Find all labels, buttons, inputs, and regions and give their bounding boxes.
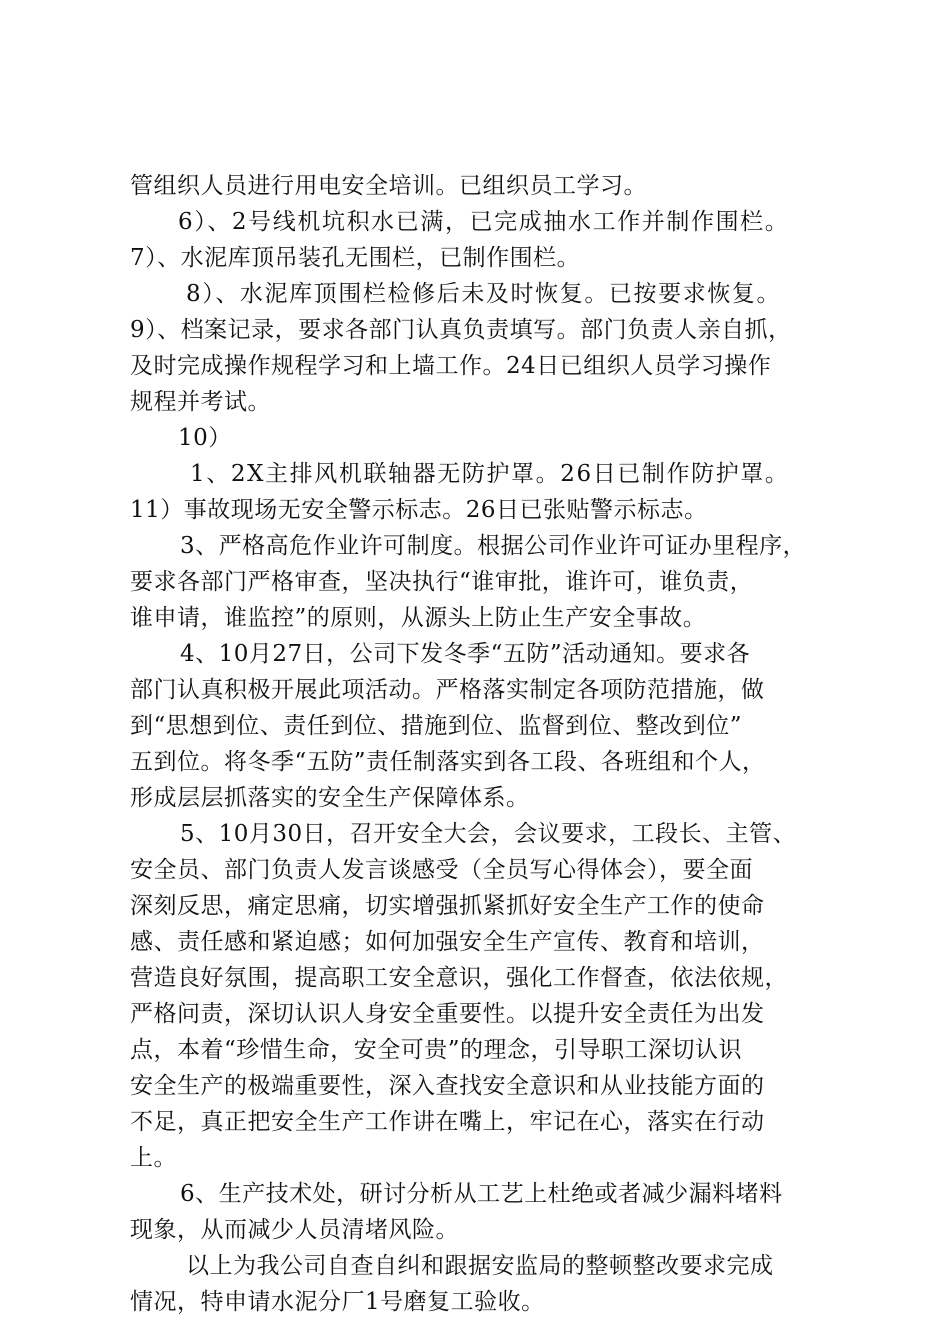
text-line: 谁申请，谁监控”的原则，从源头上防止生产安全事故。 <box>130 605 707 631</box>
text-line: 5、10月30日，召开安全大会，会议要求，工段长、主管、 <box>180 821 797 847</box>
text-line: 6）、2号线机坑积水已满，已完成抽水工作并制作围栏。 <box>178 209 790 235</box>
text-line: 到“思想到位、责任到位、措施到位、监督到位、整改到位” <box>130 713 743 739</box>
text-line: 要求各部门严格审查，坚决执行“谁审批，谁许可，谁负责， <box>130 569 754 595</box>
text-line: 及时完成操作规程学习和上墙工作。24日已组织人员学习操作 <box>130 353 772 379</box>
text-line: 8）、水泥库顶围栏检修后未及时恢复。已按要求恢复。 <box>186 281 782 307</box>
text-line: 3、严格高危作业许可制度。根据公司作业许可证办里程序， <box>180 533 807 559</box>
text-line: 情况，特申请水泥分厂1号磨复工验收。 <box>130 1289 545 1315</box>
text-line: 安全生产的极端重要性，深入查找安全意识和从业技能方面的 <box>130 1073 765 1099</box>
document-body <box>130 168 850 1320</box>
text-line: 不足，真正把安全生产工作讲在嘴上，牢记在心，落实在行动 <box>130 1109 765 1135</box>
text-line: 4、10月27日，公司下发冬季“五防”活动通知。要求各 <box>180 641 751 667</box>
text-line: 营造良好氛围，提高职工安全意识，强化工作督查，依法依规， <box>130 965 788 991</box>
text-line: 10） <box>178 425 232 451</box>
text-line: 感、责任感和紧迫感；如何加强安全生产宣传、教育和培训， <box>130 929 765 955</box>
text-line: 形成层层抓落实的安全生产保障体系。 <box>130 785 530 811</box>
text-line: 9）、档案记录，要求各部门认真负责填写。部门负责人亲自抓， <box>130 317 792 343</box>
text-line: 严格问责，深切认识人身安全重要性。以提升安全责任为出发 <box>130 1001 765 1027</box>
text-line: 部门认真积极开展此项活动。严格落实制定各项防范措施，做 <box>130 677 765 703</box>
text-line: 点，本着“珍惜生命，安全可贵”的理念，引导职工深切认识 <box>130 1037 743 1063</box>
text-line: 现象，从而减少人员清堵风险。 <box>130 1217 459 1243</box>
text-line: 五到位。将冬季“五防”责任制落实到各工段、各班组和个人， <box>130 749 766 775</box>
text-line: 管组织人员进行用电安全培训。已组织员工学习。 <box>130 173 647 199</box>
text-line: 深刻反思，痛定思痛，切实增强抓紧抓好安全生产工作的使命 <box>130 893 765 919</box>
text-line: 11）事故现场无安全警示标志。26日已张贴警示标志。 <box>130 497 708 523</box>
text-line: 规程并考试。 <box>130 389 271 415</box>
text-line: 安全员、部门负责人发言谈感受（全员写心得体会），要全面 <box>130 857 753 883</box>
text-line: 上。 <box>130 1145 177 1171</box>
text-line: 1、2X主排风机联轴器无防护罩。26日已制作防护罩。 <box>190 461 790 487</box>
text-line: 6、生产技术处，研讨分析从工艺上杜绝或者减少漏料堵料 <box>180 1181 783 1207</box>
text-line: 以上为我公司自查自纠和跟据安监局的整顿整改要求完成 <box>186 1253 774 1279</box>
text-line: 7）、水泥库顶吊装孔无围栏，已制作围栏。 <box>130 245 581 271</box>
